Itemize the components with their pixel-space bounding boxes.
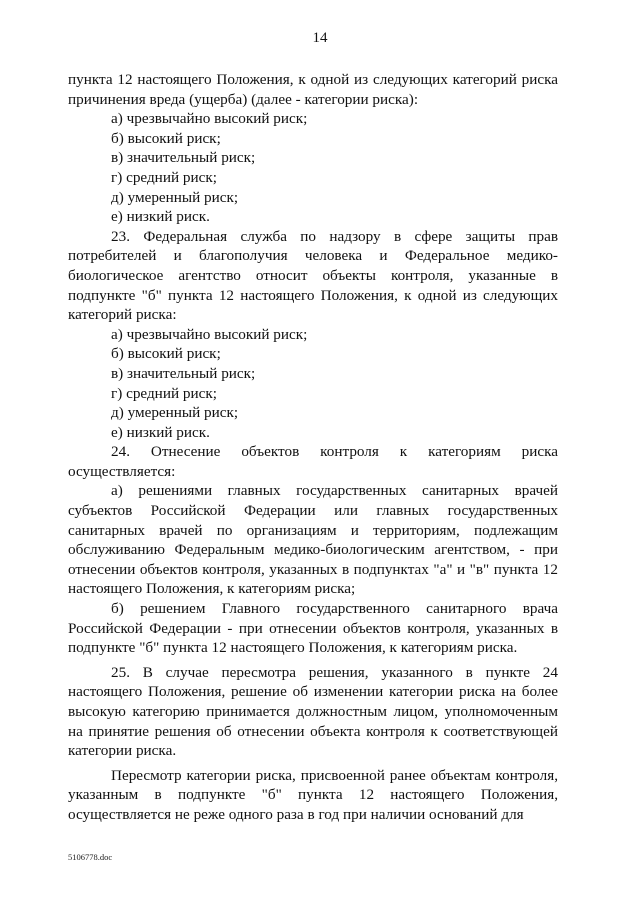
list-item: д) умеренный риск; (111, 188, 239, 206)
list-item: д) умеренный риск; (111, 404, 239, 422)
list-item: б) высокий риск; (111, 345, 221, 363)
list-item: б) высокий риск; (111, 129, 221, 147)
list-item: в) значительный риск; (111, 149, 256, 167)
paragraph: пункта 12 настоящего Положения, к одной из следующих категорий риска причинения вреда (ущерба) (далее - категории риска): (68, 71, 558, 108)
paragraph: 25. В случае пересмотра решения, указанного в пункте 24 настоящего Положения, решение об изменении категории риска на более высокую категорию принимается должностным лицом, уполномоченным на принятие решения об отнесении объекта контроля к соответствующей категории риска. (68, 663, 558, 760)
paragraph: б) решением Главного государственного санитарного врача Российской Федерации - при отнесении объектов контроля, указанных в подпункте "б" пункта 12 настоящего Положения, к категориям риска. (68, 600, 558, 657)
paragraph: 24. Отнесение объектов контроля к категориям риска осуществляется: (68, 443, 558, 480)
list-item: а) чрезвычайно высокий риск; (111, 110, 308, 128)
list-item: е) низкий риск. (111, 423, 210, 441)
page-number: 14 (312, 30, 328, 46)
list-item: в) значительный риск; (111, 364, 256, 382)
list-item: а) чрезвычайно высокий риск; (111, 325, 308, 343)
paragraph: а) решениями главных государственных санитарных врачей субъектов Российской Федерации или главных государственных санитарных врачей по организациям и территориям, подлежащим обслуживанию Федеральным медико-биологическим агентством, - при отнесении объектов контроля, указанных в подпунктах "а" и "в" пункта 12 настоящего Положения, к категориям риска; (68, 482, 558, 598)
file-name-footer: 5106778.doc (68, 852, 113, 862)
list-item: г) средний риск; (111, 168, 217, 186)
document-body (68, 70, 558, 825)
paragraph: Пересмотр категории риска, присвоенной ранее объектам контроля, указанным в подпункте "б" пункта 12 настоящего Положения, осуществляется не реже одного раза в год при наличии оснований для (68, 766, 558, 823)
list-item: г) средний риск; (111, 384, 217, 402)
paragraph: 23. Федеральная служба по надзору в сфере защиты прав потребителей и благополучия человека и Федеральное медико-биологическое агентство относит объекты контроля, указанные в подпункте "б" пункта 12 настоящего Положения, к одной из следующих категорий риска: (68, 227, 558, 324)
list-item: е) низкий риск. (111, 208, 210, 226)
